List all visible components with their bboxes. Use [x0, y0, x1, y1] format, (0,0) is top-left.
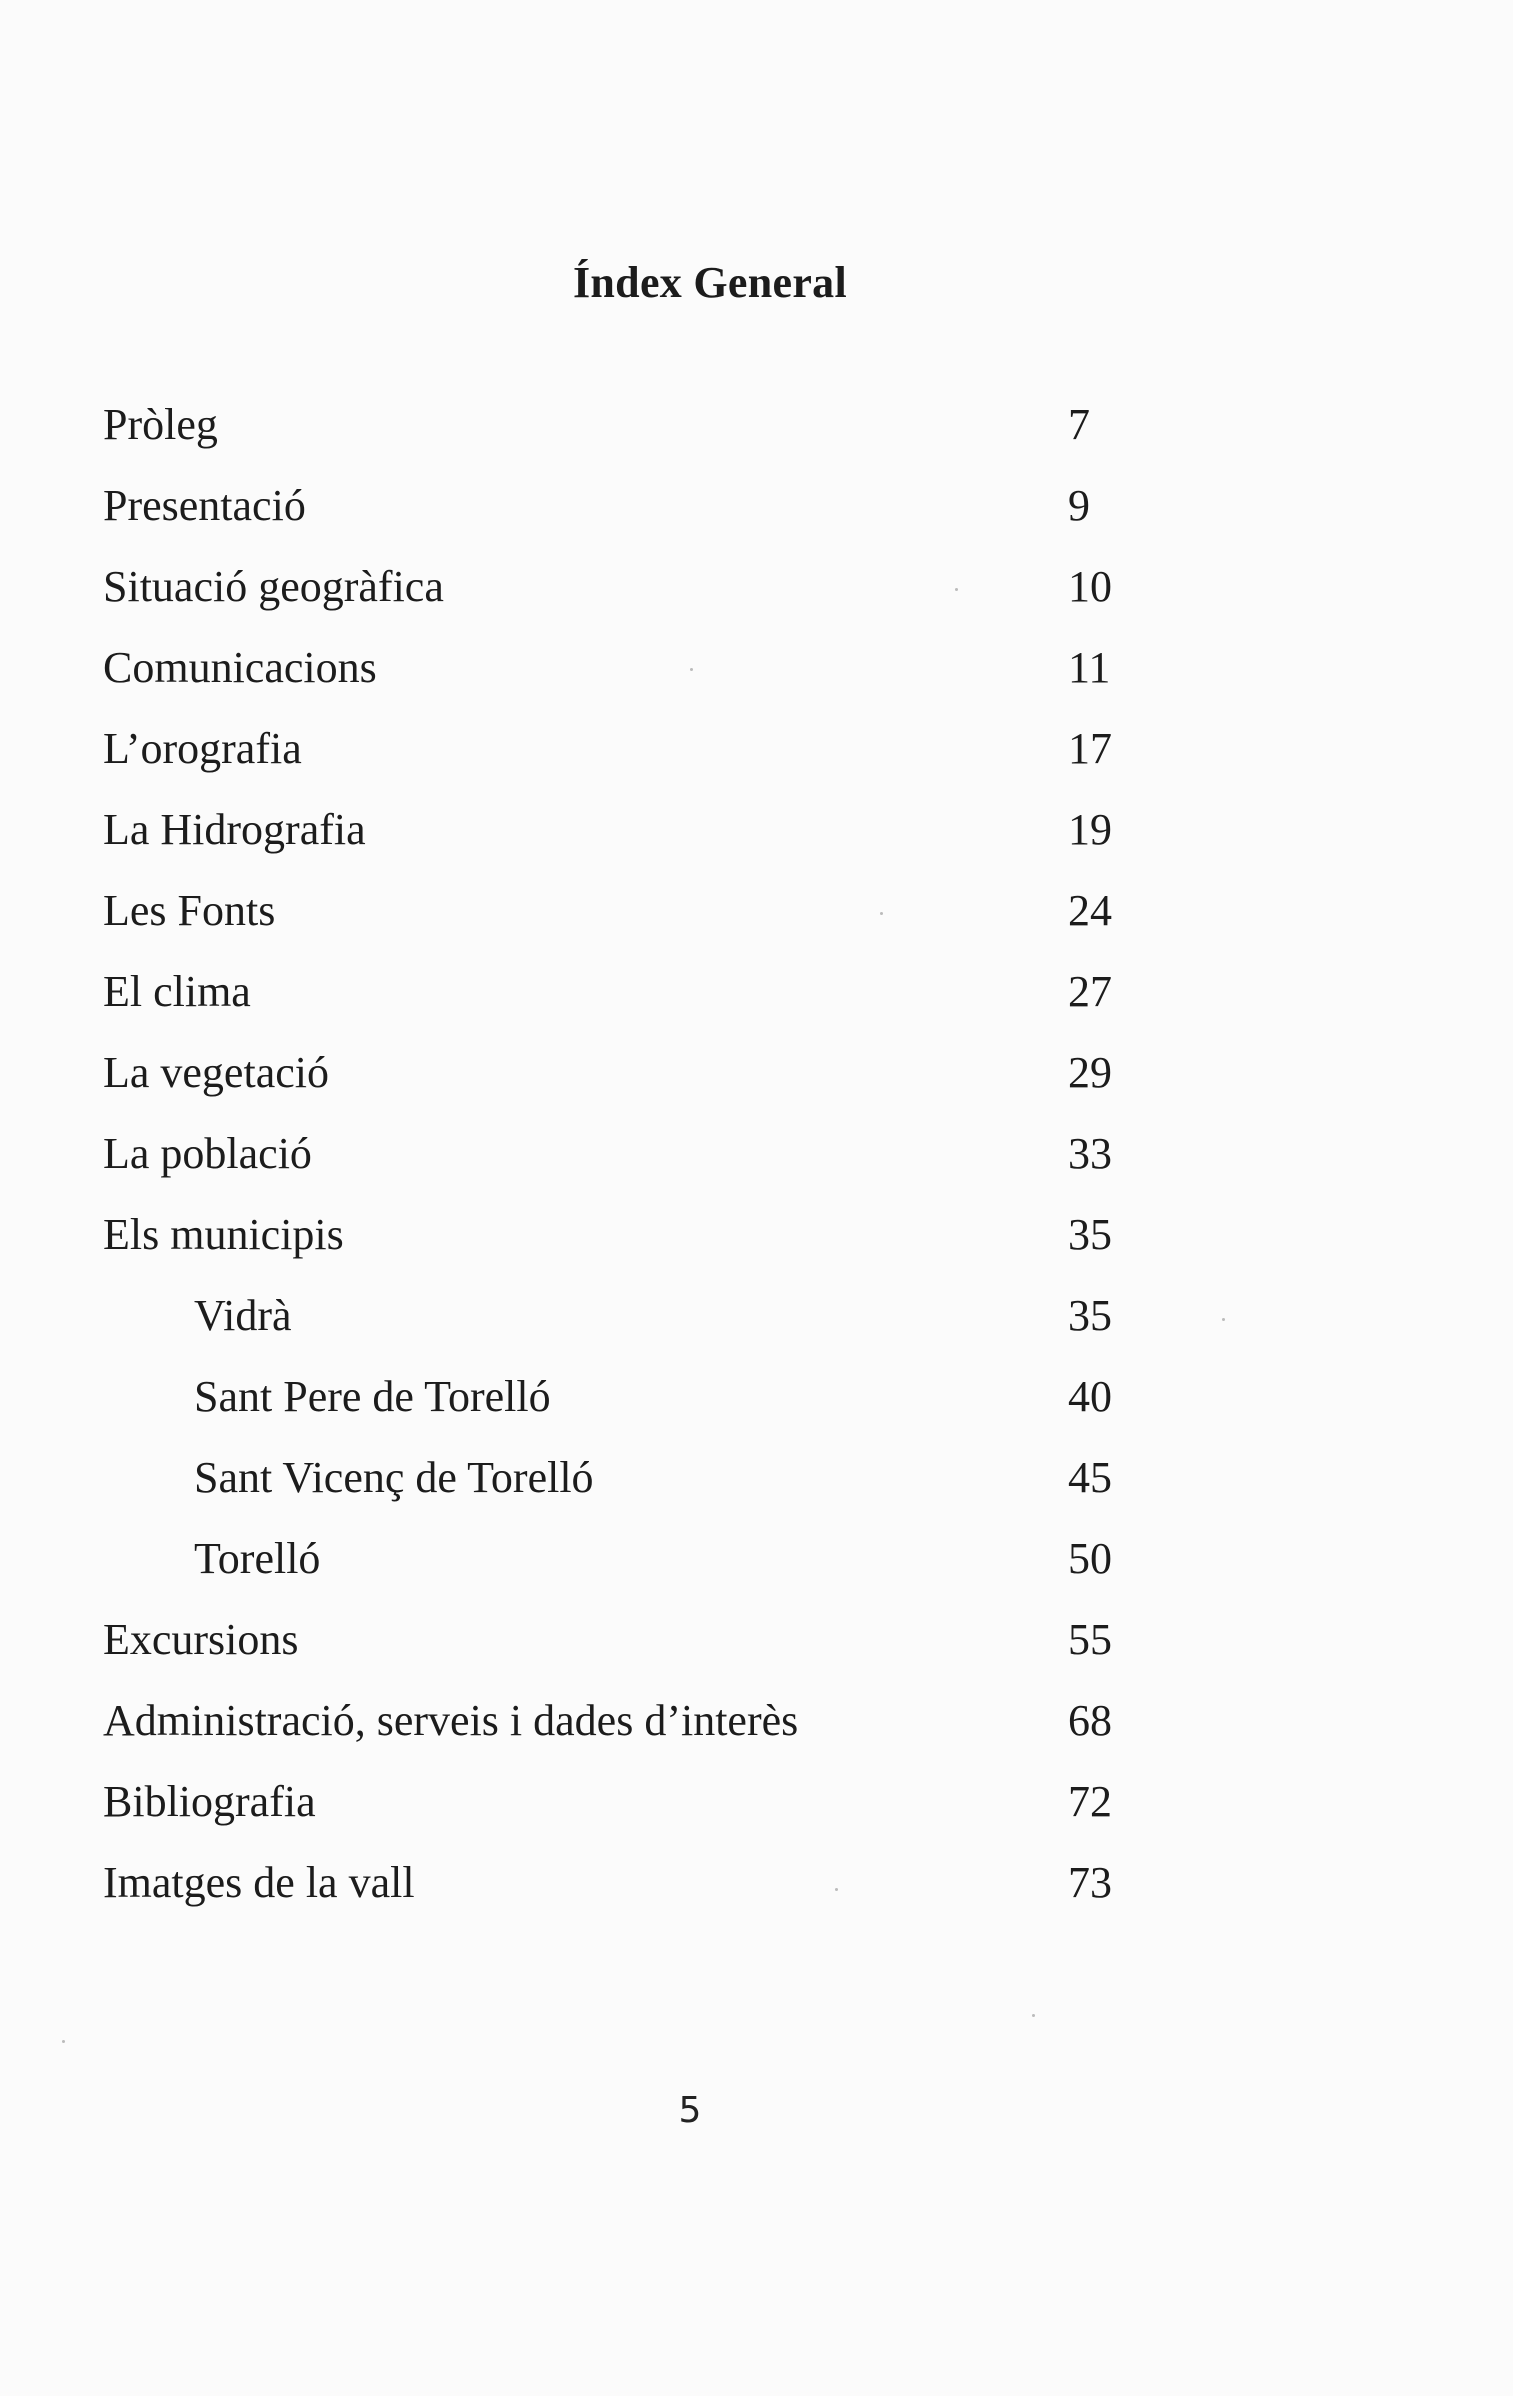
toc-subentry [0, 1356, 1513, 1437]
toc-entry-label: La Hidrografia [103, 805, 366, 854]
toc-entry-page: 33 [1068, 1129, 1112, 1178]
toc-entry-page: 35 [1068, 1291, 1112, 1340]
scan-speck [1222, 1318, 1225, 1321]
toc-entry-label: La vegetació [103, 1048, 329, 1097]
scan-speck [880, 912, 883, 915]
toc-entry-label: Les Fonts [103, 886, 276, 935]
page-number: 5 [678, 2090, 702, 2131]
toc-entry-label: La població [103, 1129, 312, 1178]
toc-entry-label: Imatges de la vall [103, 1858, 415, 1907]
toc-entry [0, 951, 1513, 1032]
toc-entry-label: Excursions [103, 1615, 299, 1664]
toc-entry-page: 17 [1068, 724, 1112, 773]
toc-entry-page: 68 [1068, 1696, 1112, 1745]
toc-entry [0, 1113, 1513, 1194]
toc-subentry [0, 1437, 1513, 1518]
toc-entry-page: 72 [1068, 1777, 1112, 1826]
toc-entry-page: 24 [1068, 886, 1112, 935]
toc-entry [0, 1194, 1513, 1275]
toc-entry-label: Bibliografia [103, 1777, 316, 1826]
toc-entry-page: 45 [1068, 1453, 1112, 1502]
toc-entry-page: 50 [1068, 1534, 1112, 1583]
toc-entry-label: L’orografia [103, 724, 302, 773]
scan-speck [955, 588, 958, 591]
toc-entry-page: 10 [1068, 562, 1112, 611]
toc-entry-page: 35 [1068, 1210, 1112, 1259]
toc-entry [0, 789, 1513, 870]
toc-entry-page: 9 [1068, 481, 1090, 530]
toc-entry-label: El clima [103, 967, 251, 1016]
toc-entry [0, 546, 1513, 627]
toc-entry [0, 1680, 1513, 1761]
page-title: Índex General [572, 258, 847, 308]
toc-entry-label: Situació geogràfica [103, 562, 444, 611]
toc-entry-page: 29 [1068, 1048, 1112, 1097]
table-of-contents [0, 384, 1513, 1923]
toc-entry [0, 1761, 1513, 1842]
toc-entry [0, 708, 1513, 789]
toc-entry [0, 465, 1513, 546]
toc-entry [0, 1599, 1513, 1680]
toc-subentry [0, 1275, 1513, 1356]
toc-entry [0, 1842, 1513, 1923]
scan-speck [690, 668, 693, 671]
toc-entry-label: Sant Pere de Torelló [194, 1372, 551, 1421]
toc-entry-label: Pròleg [103, 400, 218, 449]
toc-entry-label: Torelló [194, 1534, 321, 1583]
toc-entry-label: Els municipis [103, 1210, 344, 1259]
toc-entry-page: 11 [1068, 643, 1111, 692]
toc-entry-label: Comunicacions [103, 643, 377, 692]
scan-speck [62, 2040, 65, 2043]
toc-entry [0, 870, 1513, 951]
toc-entry-page: 40 [1068, 1372, 1112, 1421]
toc-entry-label: Presentació [103, 481, 306, 530]
toc-subentry [0, 1518, 1513, 1599]
scan-speck [835, 1888, 838, 1891]
toc-entry-label: Sant Vicenç de Torelló [194, 1453, 594, 1502]
toc-entry-label: Vidrà [194, 1291, 292, 1340]
toc-entry [0, 627, 1513, 708]
toc-entry-page: 55 [1068, 1615, 1112, 1664]
toc-entry-page: 27 [1068, 967, 1112, 1016]
scan-speck [1032, 2014, 1035, 2017]
toc-entry-page: 7 [1068, 400, 1090, 449]
toc-entry [0, 384, 1513, 465]
toc-entry-page: 73 [1068, 1858, 1112, 1907]
toc-entry-page: 19 [1068, 805, 1112, 854]
toc-entry [0, 1032, 1513, 1113]
toc-entry-label: Administració, serveis i dades d’interès [103, 1696, 799, 1745]
